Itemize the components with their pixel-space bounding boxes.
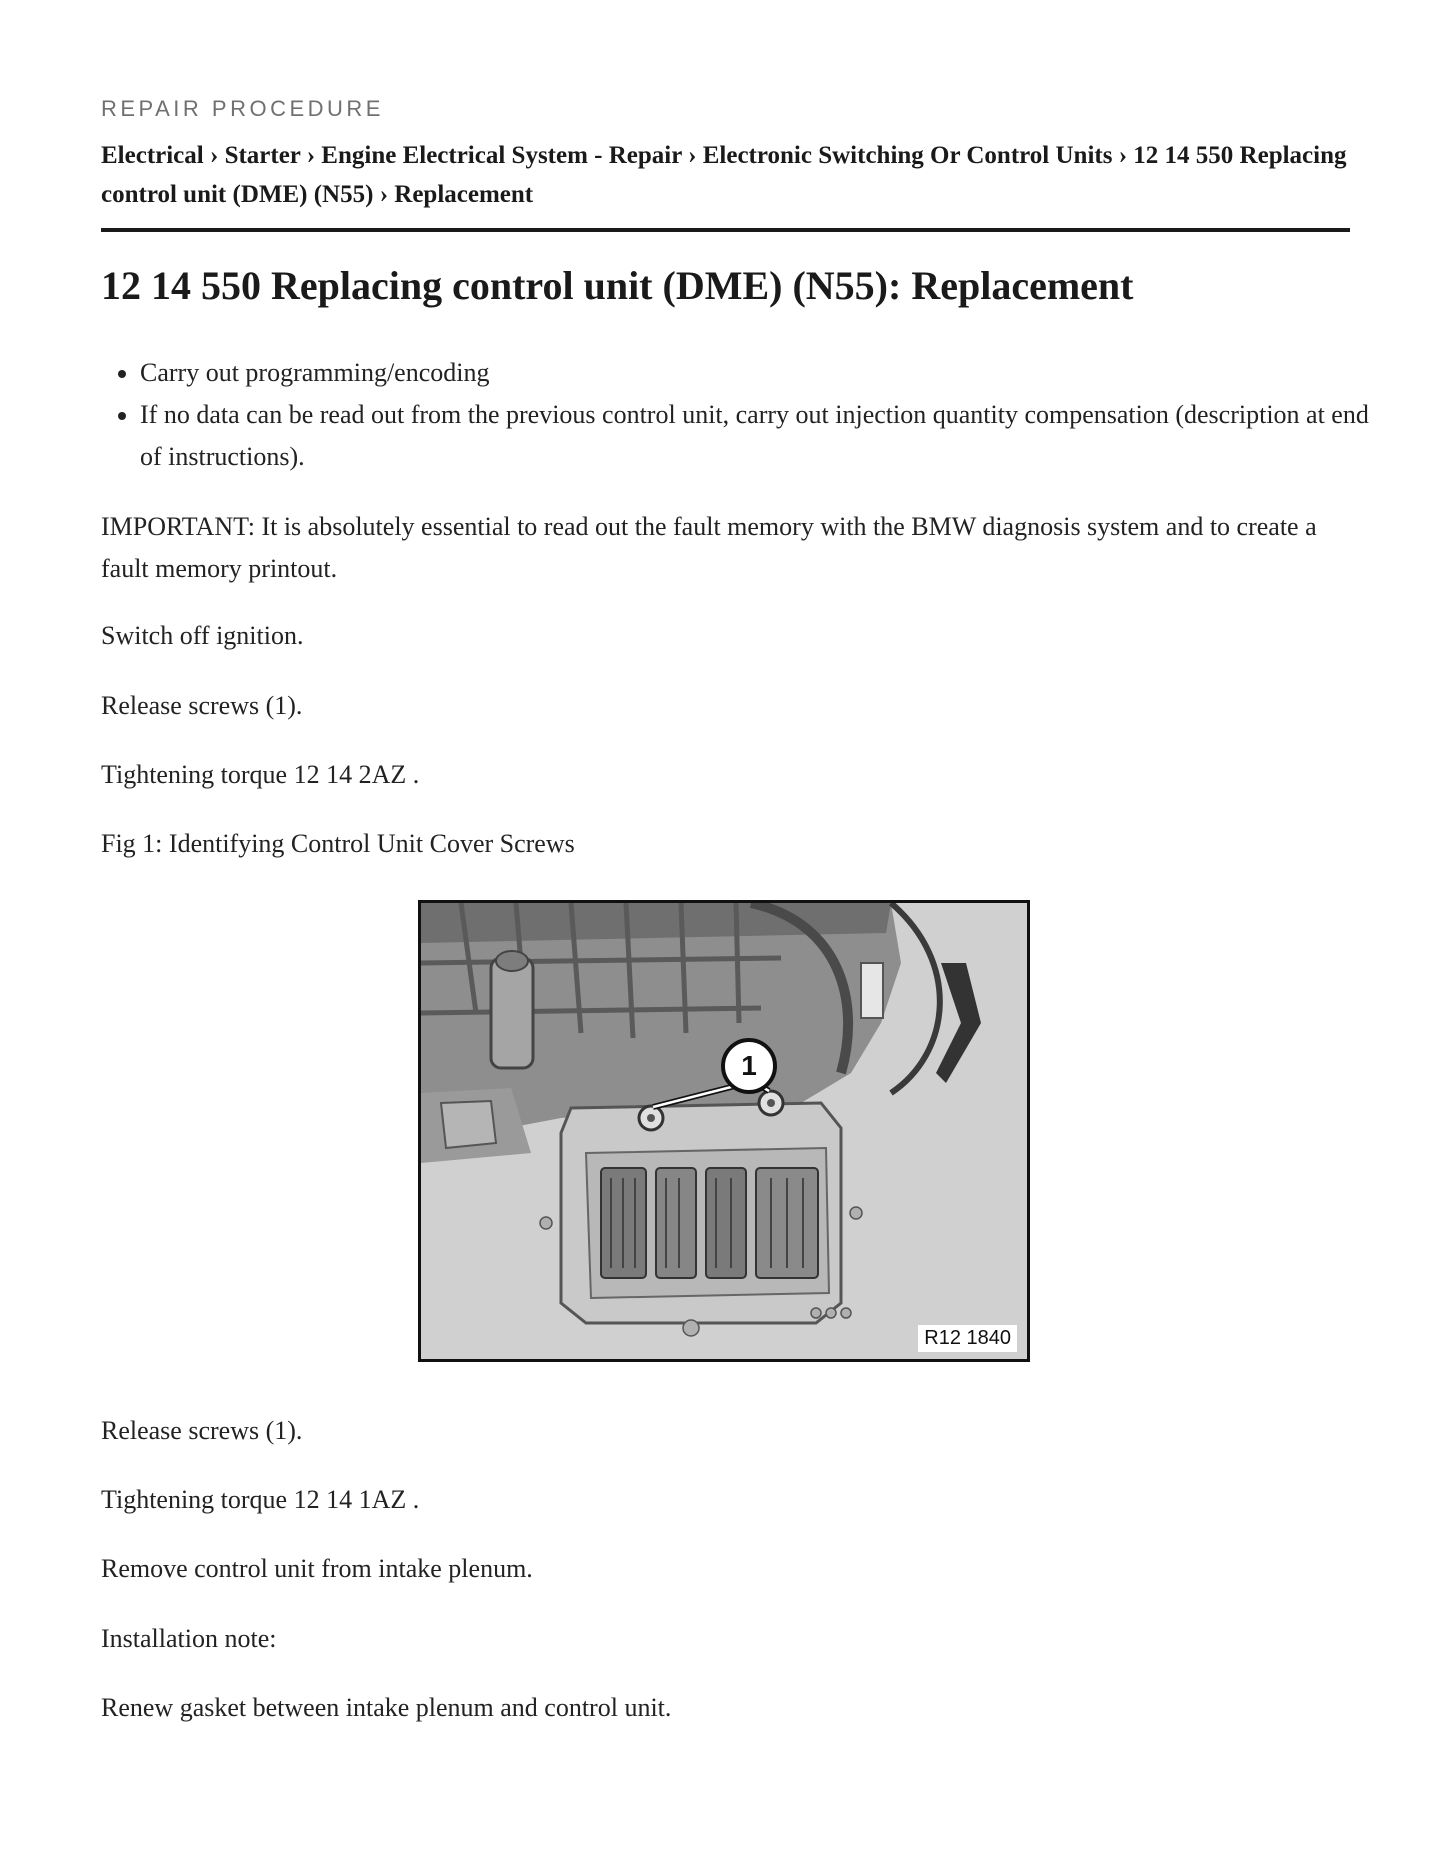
breadcrumb-item-electrical[interactable]: Electrical	[101, 142, 204, 169]
step-text: Remove control unit from intake plenum.	[101, 1554, 533, 1583]
bullet-list	[101, 352, 1390, 478]
breadcrumb-separator: ›	[306, 142, 322, 169]
step-text: Switch off ignition.	[101, 621, 304, 650]
breadcrumb-separator: ›	[1118, 142, 1134, 169]
breadcrumb-item-engine-electrical[interactable]: Engine Electrical System - Repair	[321, 142, 682, 169]
important-note: IMPORTANT: It is absolutely essential to read out the fault memory with the BMW diagnosis system and to create a fault memory printout.	[101, 512, 1317, 583]
step-text: Installation note:	[101, 1624, 277, 1653]
step-text: Release screws (1).	[101, 1416, 303, 1445]
breadcrumb-item-replacement[interactable]: Replacement	[394, 181, 534, 208]
breadcrumb-separator: ›	[688, 142, 703, 169]
breadcrumb-separator: ›	[379, 181, 395, 208]
breadcrumb-item-procedure[interactable]: 12 14 550 Replacing control unit (DME) (N55)	[101, 142, 1347, 208]
step-text: Renew gasket between intake plenum and control unit.	[101, 1693, 672, 1722]
figure-code: R12 1840	[918, 1325, 1017, 1352]
step-text: Tightening torque 12 14 2AZ .	[101, 760, 420, 789]
callout-label: 1	[741, 1050, 757, 1081]
section-kicker: REPAIR PROCEDURE	[101, 96, 384, 121]
step-text: Tightening torque 12 14 1AZ .	[101, 1485, 420, 1514]
breadcrumb-item-control-units[interactable]: Electronic Switching Or Control Units	[702, 142, 1113, 169]
header-divider	[101, 228, 1350, 232]
control-unit-figure	[418, 900, 1030, 1362]
figure-caption: Fig 1: Identifying Control Unit Cover Screws	[101, 829, 575, 858]
step-text: Release screws (1).	[101, 691, 303, 720]
page-title: 12 14 550 Replacing control unit (DME) (N55): Replacement	[101, 263, 1134, 308]
control-unit-illustration	[421, 903, 1027, 1359]
breadcrumb-item-starter[interactable]: Starter	[224, 142, 301, 169]
list-item: • Carry out programming/encoding	[140, 352, 1390, 394]
list-item: • If no data can be read out from the previous control unit, carry out injection quantity compensation (description at end of instructions).	[140, 394, 1390, 478]
breadcrumb	[101, 136, 1351, 214]
breadcrumb-separator: ›	[209, 142, 225, 169]
